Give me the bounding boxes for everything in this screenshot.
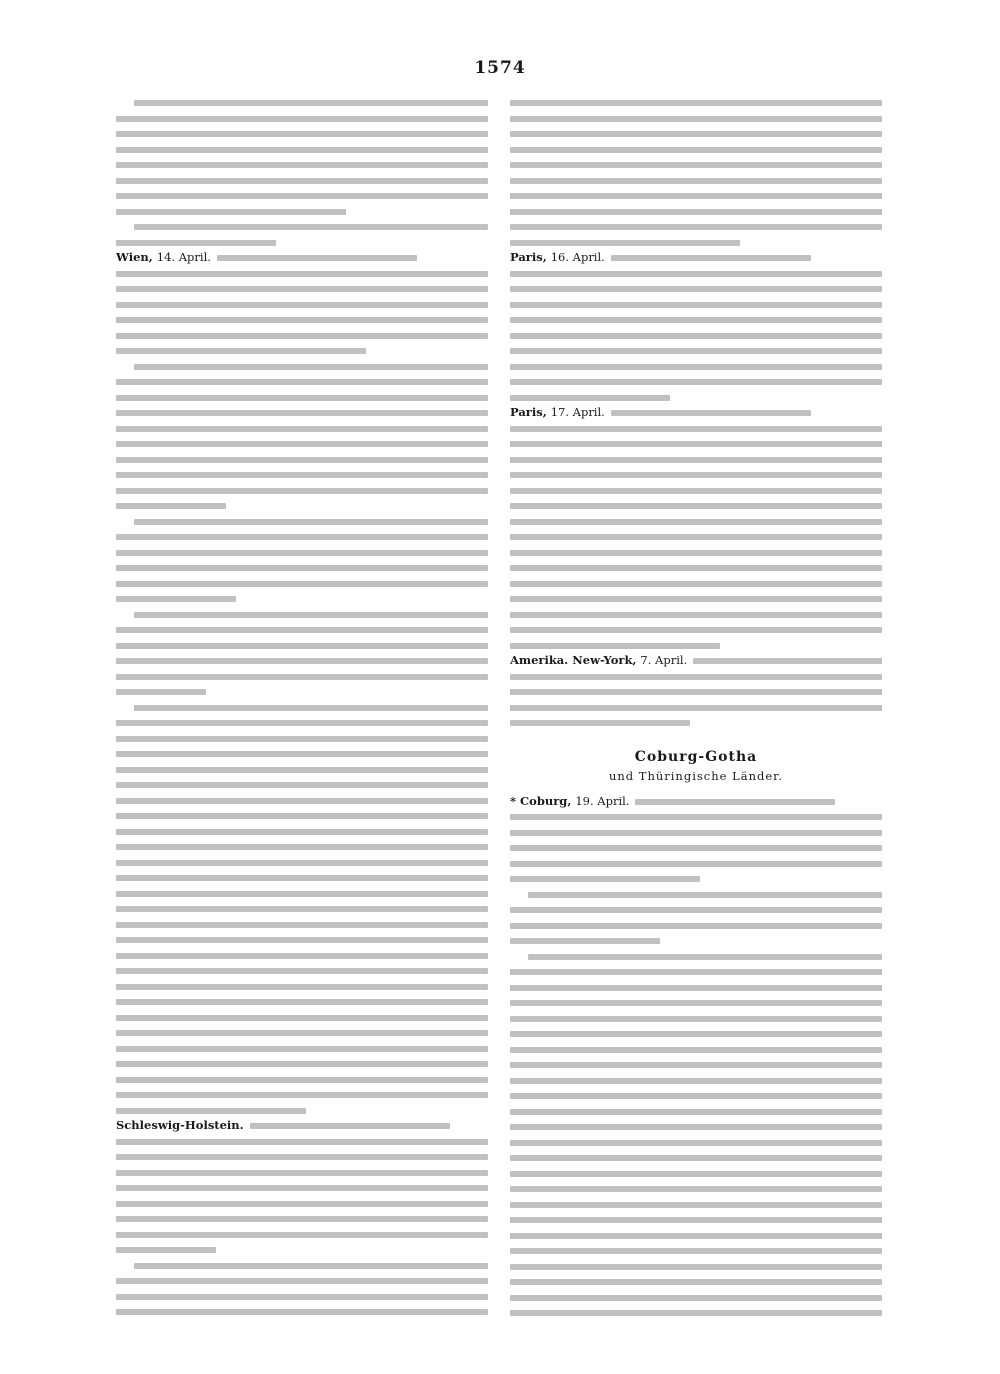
entry-place: * Coburg, xyxy=(510,793,576,808)
text-line xyxy=(510,918,882,934)
text-line xyxy=(116,1242,488,1258)
text-line xyxy=(116,607,488,623)
text-line xyxy=(116,1258,488,1274)
text-line xyxy=(116,142,488,158)
text-line xyxy=(510,1197,882,1213)
text-line xyxy=(510,1135,882,1151)
text-line xyxy=(116,731,488,747)
entry-place: Amerika. New-York, xyxy=(510,653,641,667)
text-line xyxy=(510,1243,882,1259)
text-line xyxy=(510,1305,882,1321)
text-line xyxy=(116,452,488,468)
text-line xyxy=(510,297,882,313)
text-line xyxy=(116,421,488,437)
text-line xyxy=(510,1321,882,1326)
text-line xyxy=(116,917,488,933)
text-line xyxy=(116,204,488,220)
text-line xyxy=(510,1026,882,1042)
text-line xyxy=(510,1073,882,1089)
text-line xyxy=(116,1010,488,1026)
text-line xyxy=(510,1104,882,1120)
text-line xyxy=(116,111,488,127)
text-line xyxy=(510,995,882,1011)
text-line xyxy=(116,1056,488,1072)
text-line xyxy=(116,390,488,406)
text-line xyxy=(510,467,882,483)
text-line xyxy=(510,266,882,282)
text-line xyxy=(510,949,882,965)
text-line xyxy=(116,1289,488,1305)
text-line xyxy=(116,1227,488,1243)
entry-date: 16. April. xyxy=(550,250,605,264)
text-line xyxy=(510,1274,882,1290)
text-line xyxy=(510,1057,882,1073)
text-line xyxy=(116,870,488,886)
left-column xyxy=(116,95,488,1325)
text-line xyxy=(611,410,811,416)
text-line xyxy=(116,359,488,375)
page-number: 1574 xyxy=(474,58,526,78)
text-line xyxy=(116,684,488,700)
text-line xyxy=(510,390,882,406)
text-line xyxy=(611,255,811,261)
text-line xyxy=(116,1211,488,1227)
text-line xyxy=(116,343,488,359)
text-line xyxy=(510,126,882,142)
text-line xyxy=(510,980,882,996)
text-line xyxy=(510,622,882,638)
text-line xyxy=(116,1304,488,1320)
text-line xyxy=(510,1166,882,1182)
text-line xyxy=(116,994,488,1010)
text-line xyxy=(116,1320,488,1326)
text-line xyxy=(116,1025,488,1041)
entry-place: Schleswig-Holstein. xyxy=(116,1118,244,1132)
text-line xyxy=(116,1072,488,1088)
text-line xyxy=(116,808,488,824)
text-line xyxy=(510,1119,882,1135)
text-line xyxy=(510,560,882,576)
text-line xyxy=(116,545,488,561)
text-line xyxy=(116,653,488,669)
text-line xyxy=(116,1196,488,1212)
text-line xyxy=(510,933,882,949)
text-line xyxy=(510,607,882,623)
text-line xyxy=(116,793,488,809)
text-line xyxy=(116,529,488,545)
text-line xyxy=(116,1180,488,1196)
text-line xyxy=(510,964,882,980)
text-line xyxy=(116,669,488,685)
text-line xyxy=(510,1228,882,1244)
text-line xyxy=(116,188,488,204)
text-line xyxy=(510,1042,882,1058)
text-line xyxy=(116,467,488,483)
text-line xyxy=(510,483,882,499)
text-line xyxy=(116,312,488,328)
text-line xyxy=(510,871,882,887)
text-line xyxy=(116,328,488,344)
text-line xyxy=(116,839,488,855)
text-line xyxy=(116,374,488,390)
text-line xyxy=(510,111,882,127)
text-line xyxy=(116,1149,488,1165)
text-line xyxy=(116,1041,488,1057)
text-line xyxy=(116,1087,488,1103)
text-line xyxy=(116,855,488,871)
text-line xyxy=(510,95,882,111)
text-line xyxy=(116,436,488,452)
text-line xyxy=(510,452,882,468)
text-line xyxy=(510,638,882,654)
text-line xyxy=(116,297,488,313)
entry-heading xyxy=(510,794,882,810)
text-line xyxy=(510,1181,882,1197)
section-subtitle: und Thüringische Länder. xyxy=(608,768,784,783)
text-line xyxy=(510,281,882,297)
text-line xyxy=(116,1103,488,1119)
text-line xyxy=(116,281,488,297)
text-line xyxy=(510,157,882,173)
text-line xyxy=(116,901,488,917)
text-line xyxy=(510,825,882,841)
text-line xyxy=(116,173,488,189)
entry-date: 19. April. xyxy=(575,793,630,808)
entry-heading xyxy=(510,653,882,669)
text-line xyxy=(116,235,488,251)
text-line xyxy=(510,328,882,344)
text-line xyxy=(116,514,488,530)
text-line xyxy=(510,421,882,437)
text-line xyxy=(510,188,882,204)
text-line xyxy=(116,591,488,607)
text-line xyxy=(510,204,882,220)
text-line xyxy=(116,498,488,514)
text-line xyxy=(116,483,488,499)
text-line xyxy=(510,1011,882,1027)
text-line xyxy=(116,638,488,654)
text-line xyxy=(510,1088,882,1104)
text-line xyxy=(510,359,882,375)
text-line xyxy=(116,95,488,111)
text-line xyxy=(635,799,835,805)
text-line xyxy=(116,932,488,948)
text-line xyxy=(116,560,488,576)
text-line xyxy=(510,374,882,390)
text-line xyxy=(510,436,882,452)
text-line xyxy=(116,266,488,282)
text-line xyxy=(116,963,488,979)
entry-heading xyxy=(116,250,488,266)
entry-heading xyxy=(510,250,882,266)
text-line xyxy=(510,856,882,872)
entry-date: 7. April. xyxy=(640,653,688,667)
right-column xyxy=(510,95,882,1325)
text-line xyxy=(116,126,488,142)
text-line xyxy=(116,1165,488,1181)
text-line xyxy=(510,1290,882,1306)
text-line xyxy=(510,312,882,328)
entry-heading xyxy=(116,1118,488,1134)
text-line xyxy=(510,235,882,251)
text-line xyxy=(510,1259,882,1275)
text-line xyxy=(510,700,882,716)
text-line xyxy=(510,498,882,514)
text-line xyxy=(510,591,882,607)
entry-date: 14. April. xyxy=(156,250,211,264)
text-line xyxy=(116,157,488,173)
text-line xyxy=(510,1212,882,1228)
text-line xyxy=(116,715,488,731)
text-line xyxy=(510,545,882,561)
entry-place: Wien, xyxy=(116,250,157,264)
text-line xyxy=(510,902,882,918)
text-line xyxy=(116,622,488,638)
text-line xyxy=(116,219,488,235)
text-line xyxy=(510,1150,882,1166)
text-line xyxy=(510,142,882,158)
text-line xyxy=(510,809,882,825)
text-line xyxy=(510,715,882,731)
text-line xyxy=(510,576,882,592)
text-line xyxy=(510,887,882,903)
text-line xyxy=(116,746,488,762)
text-line xyxy=(510,514,882,530)
text-line xyxy=(116,948,488,964)
text-line xyxy=(116,762,488,778)
entry-heading xyxy=(510,405,882,421)
text-line xyxy=(116,1134,488,1150)
entry-place: Paris, xyxy=(510,405,551,419)
text-line xyxy=(116,886,488,902)
text-line xyxy=(116,979,488,995)
text-line xyxy=(510,343,882,359)
text-line xyxy=(116,700,488,716)
text-line xyxy=(693,658,882,664)
text-line xyxy=(510,173,882,189)
text-line xyxy=(217,255,417,261)
text-line xyxy=(510,840,882,856)
section-title: Coburg-Gotha xyxy=(634,748,758,765)
text-line xyxy=(510,684,882,700)
text-line xyxy=(510,219,882,235)
text-line xyxy=(510,669,882,685)
text-line xyxy=(116,576,488,592)
text-line xyxy=(116,1273,488,1289)
text-line xyxy=(250,1123,450,1129)
text-line xyxy=(116,777,488,793)
text-line xyxy=(116,824,488,840)
entry-date: 17. April. xyxy=(550,405,605,419)
entry-place: Paris, xyxy=(510,250,551,264)
text-line xyxy=(510,529,882,545)
text-line xyxy=(116,405,488,421)
